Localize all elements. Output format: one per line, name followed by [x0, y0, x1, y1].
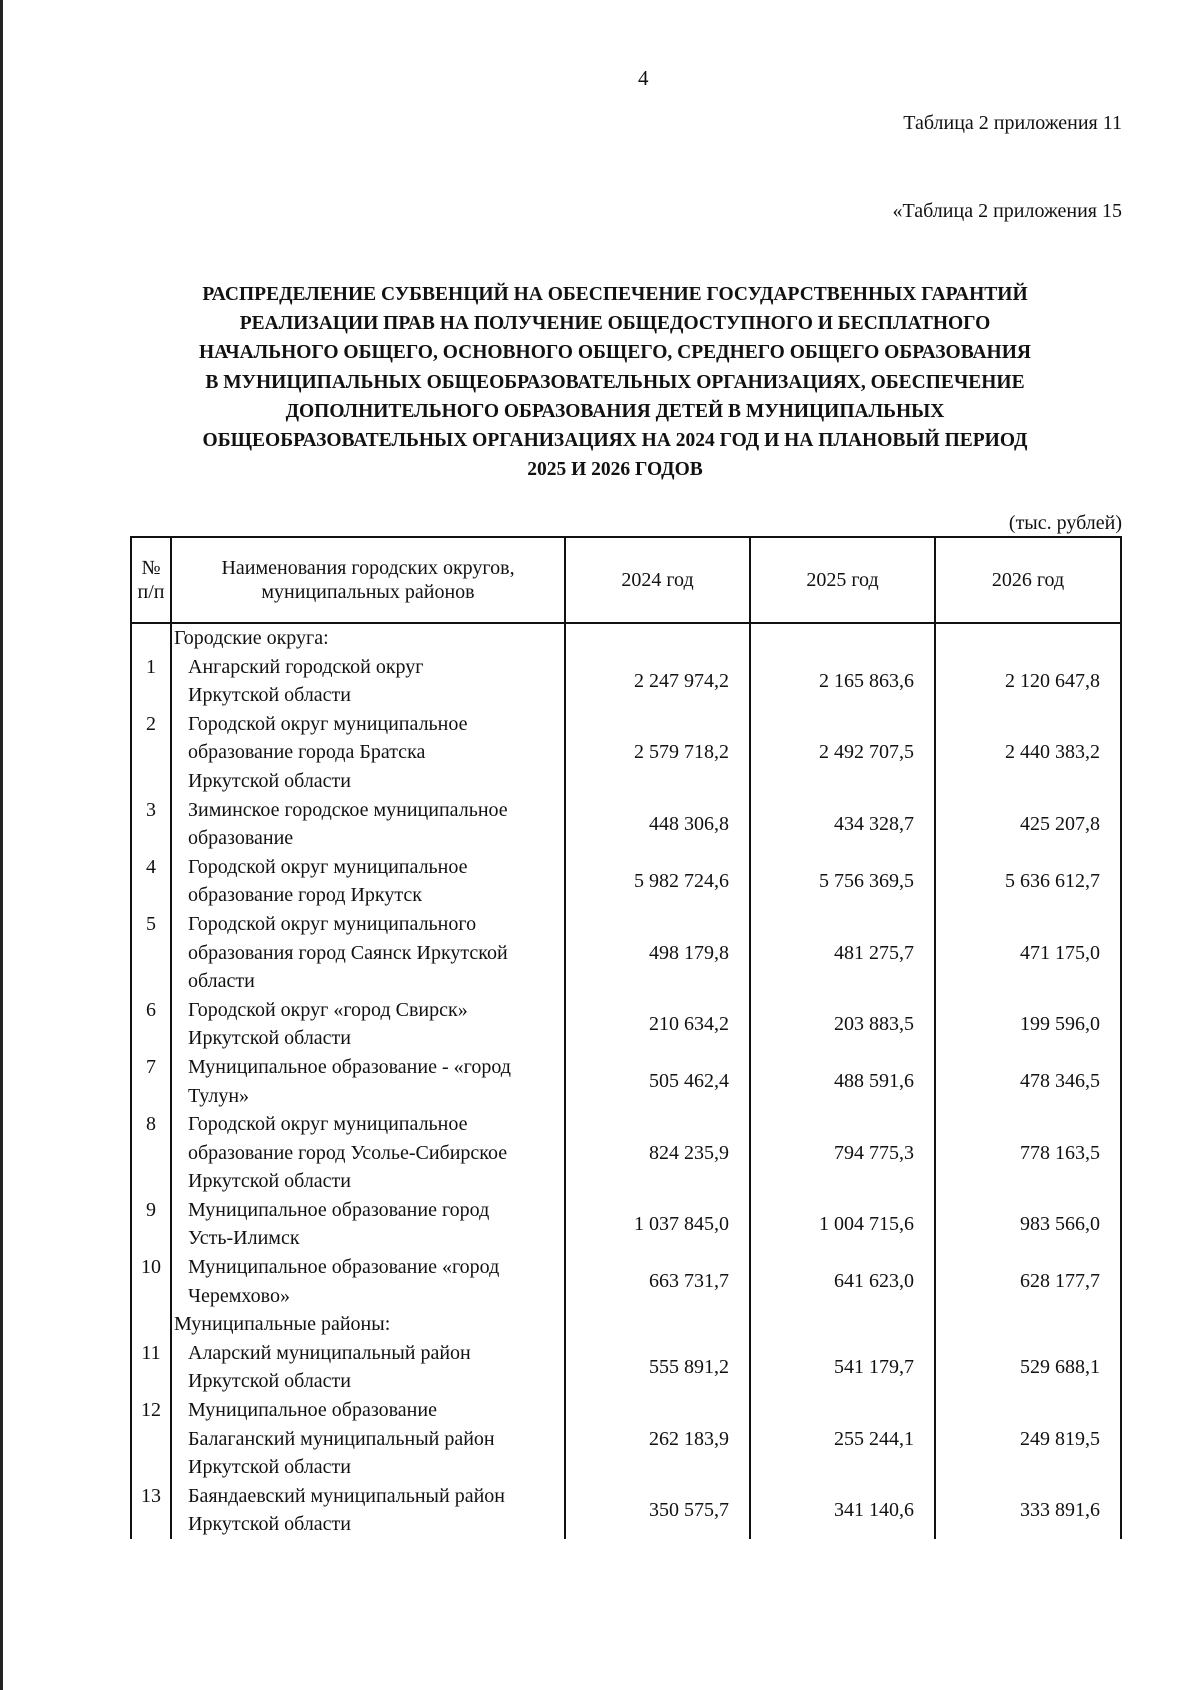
municipality-name-line: Иркутской области [188, 1513, 351, 1536]
amount-2024: 350 575,7 [565, 1482, 750, 1539]
municipality-name-line: образование города Братска [188, 741, 426, 764]
header-number-line: п/п [137, 581, 165, 603]
amount-2026: 778 163,5 [935, 1110, 1121, 1196]
table-row [131, 1196, 1121, 1253]
amount-2025: 434 328,7 [750, 796, 935, 853]
amount-2025: 481 275,7 [750, 910, 935, 996]
municipality-name-line: Тулун» [188, 1084, 250, 1107]
table-header-row [131, 537, 1121, 623]
row-number: 2 [131, 710, 171, 796]
section-row [131, 1310, 1121, 1339]
title-line: ОБЩЕОБРАЗОВАТЕЛЬНЫХ ОРГАНИЗАЦИЯХ НА 2024 ГОД И НА ПЛАНОВЫЙ ПЕРИОД [202, 430, 1028, 452]
municipality-name-line: Муниципальное образование город [188, 1198, 490, 1221]
municipality-name-line: Зиминское городское муниципальное [188, 798, 508, 821]
municipality-name [171, 1339, 565, 1396]
municipality-name-line: образование город Усолье-Сибирское [188, 1141, 508, 1164]
municipality-name-line: Иркутской области [188, 1370, 351, 1393]
units-label: (тыс. рублей) [1008, 512, 1122, 534]
row-number: 1 [131, 653, 171, 710]
row-number: 8 [131, 1110, 171, 1196]
municipality-name-line: Городской округ «город Свирск» [188, 998, 468, 1021]
amount-2026: 5 636 612,7 [935, 853, 1121, 910]
municipality-name [171, 1196, 565, 1253]
empty-cell [565, 623, 750, 653]
empty-cell [750, 623, 935, 653]
scan-border [0, 0, 3, 1690]
header-2025: 2025 год [750, 537, 935, 623]
amount-2024: 1 037 845,0 [565, 1196, 750, 1253]
table-row [131, 1482, 1121, 1539]
empty-cell [935, 623, 1121, 653]
municipality-name-line: образования город Саянск Иркутской [188, 941, 508, 964]
row-number: 3 [131, 796, 171, 853]
municipality-name-line: Муниципальное образование «город [188, 1256, 500, 1279]
amount-2025: 5 756 369,5 [750, 853, 935, 910]
amount-2026: 2 440 383,2 [935, 710, 1121, 796]
amount-2025: 2 492 707,5 [750, 710, 935, 796]
amount-2024: 5 982 724,6 [565, 853, 750, 910]
municipality-name-line: Ангарский городской округ [188, 655, 424, 678]
amount-2024: 498 179,8 [565, 910, 750, 996]
municipality-name-line: Иркутской области [188, 684, 351, 707]
municipality-name [171, 1053, 565, 1110]
row-number: 12 [131, 1396, 171, 1482]
municipality-name-line: Городской округ муниципального [188, 912, 477, 935]
amount-2025: 255 244,1 [750, 1396, 935, 1482]
amount-2024: 824 235,9 [565, 1110, 750, 1196]
row-number: 7 [131, 1053, 171, 1110]
row-number: 5 [131, 910, 171, 996]
empty-cell [750, 1310, 935, 1339]
table-reference: Таблица 2 приложения 11 [903, 112, 1122, 134]
amount-2024: 555 891,2 [565, 1339, 750, 1396]
table-row [131, 653, 1121, 710]
table-row [131, 996, 1121, 1053]
table-row [131, 910, 1121, 996]
amount-2025: 341 140,6 [750, 1482, 935, 1539]
title-line: ДОПОЛНИТЕЛЬНОГО ОБРАЗОВАНИЯ ДЕТЕЙ В МУНИЦИПАЛЬНЫХ [285, 400, 945, 422]
municipality-name-line: области [188, 970, 255, 993]
amount-2026: 471 175,0 [935, 910, 1121, 996]
municipality-name-line: Муниципальное образование - «город [188, 1055, 511, 1078]
municipality-name-line: Баяндаевский муниципальный район [188, 1484, 505, 1507]
amount-2026: 2 120 647,8 [935, 653, 1121, 710]
empty-cell [935, 1310, 1121, 1339]
amount-2024: 505 462,4 [565, 1053, 750, 1110]
municipality-name-line: Черемхово» [188, 1284, 290, 1307]
table-row [131, 710, 1121, 796]
document-title [120, 280, 1110, 484]
table-row [131, 1110, 1121, 1196]
municipality-name-line: Иркутской области [188, 1456, 351, 1479]
municipality-name [171, 710, 565, 796]
amount-2025: 541 179,7 [750, 1339, 935, 1396]
header-number-line: № [141, 557, 161, 579]
table-row [131, 853, 1121, 910]
amount-2024: 448 306,8 [565, 796, 750, 853]
header-number [131, 537, 171, 623]
amount-2025: 1 004 715,6 [750, 1196, 935, 1253]
row-number: 6 [131, 996, 171, 1053]
amount-2026: 199 596,0 [935, 996, 1121, 1053]
header-name [171, 537, 565, 623]
municipality-name-line: Иркутской области [188, 1027, 351, 1050]
amount-2026: 478 346,5 [935, 1053, 1121, 1110]
municipality-name [171, 796, 565, 853]
row-number-cell [131, 1310, 171, 1339]
amount-2024: 262 183,9 [565, 1396, 750, 1482]
table-row [131, 1053, 1121, 1110]
row-number: 9 [131, 1196, 171, 1253]
title-line: НАЧАЛЬНОГО ОБЩЕГО, ОСНОВНОГО ОБЩЕГО, СРЕДНЕГО ОБЩЕГО ОБРАЗОВАНИЯ [199, 342, 1031, 364]
amount-2025: 203 883,5 [750, 996, 935, 1053]
row-number: 10 [131, 1253, 171, 1310]
row-number-cell [131, 623, 171, 653]
municipality-name-line: образование город Иркутск [188, 884, 422, 907]
municipality-name-line: Аларский муниципальный район [188, 1341, 471, 1364]
amount-2024: 663 731,7 [565, 1253, 750, 1310]
amount-2026: 333 891,6 [935, 1482, 1121, 1539]
section-row [131, 623, 1121, 653]
row-number: 4 [131, 853, 171, 910]
amount-2024: 210 634,2 [565, 996, 750, 1053]
municipality-name-line: Усть-Илимск [188, 1227, 300, 1250]
title-line: РАСПРЕДЕЛЕНИЕ СУБВЕНЦИЙ НА ОБЕСПЕЧЕНИЕ ГОСУДАРСТВЕННЫХ ГАРАНТИЙ [202, 284, 1028, 305]
amount-2026: 628 177,7 [935, 1253, 1121, 1310]
amount-2025: 794 775,3 [750, 1110, 935, 1196]
amount-2024: 2 579 718,2 [565, 710, 750, 796]
table-row [131, 1396, 1121, 1482]
municipality-name-line: Балаганский муниципальный район [188, 1427, 495, 1450]
municipality-name [171, 996, 565, 1053]
municipality-name-line: Муниципальное образование [188, 1399, 437, 1422]
page-number: 4 [638, 66, 649, 90]
title-line: В МУНИЦИПАЛЬНЫХ ОБЩЕОБРАЗОВАТЕЛЬНЫХ ОРГАНИЗАЦИЯХ, ОБЕСПЕЧЕНИЕ [205, 371, 1025, 393]
municipality-name-line: Городской округ муниципальное [188, 712, 468, 735]
municipality-name-line: Иркутской области [188, 1170, 351, 1193]
header-name-line: Наименования городских округов, [221, 557, 515, 579]
table-body [131, 623, 1121, 1539]
table-row [131, 796, 1121, 853]
header-2026: 2026 год [935, 537, 1121, 623]
amount-2026: 249 819,5 [935, 1396, 1121, 1482]
municipality-name-line: Иркутской области [188, 769, 351, 792]
amount-2025: 2 165 863,6 [750, 653, 935, 710]
table-row [131, 1339, 1121, 1396]
header-2024: 2024 год [565, 537, 750, 623]
header-name-line: муниципальных районов [261, 581, 475, 603]
municipality-name [171, 653, 565, 710]
subvention-table [130, 536, 1122, 1539]
appendix-reference: «Таблица 2 приложения 15 [892, 200, 1122, 222]
amount-2025: 641 623,0 [750, 1253, 935, 1310]
table-row [131, 1253, 1121, 1310]
municipality-name [171, 1110, 565, 1196]
empty-cell [565, 1310, 750, 1339]
municipality-name-line: Городской округ муниципальное [188, 855, 468, 878]
amount-2024: 2 247 974,2 [565, 653, 750, 710]
municipality-name-line: Городской округ муниципальное [188, 1113, 468, 1136]
municipality-name [171, 1253, 565, 1310]
amount-2025: 488 591,6 [750, 1053, 935, 1110]
municipality-name [171, 853, 565, 910]
amount-2026: 983 566,0 [935, 1196, 1121, 1253]
municipality-name [171, 1396, 565, 1482]
amount-2026: 425 207,8 [935, 796, 1121, 853]
municipality-name-line: образование [188, 827, 294, 850]
municipality-name [171, 1482, 565, 1539]
row-number: 11 [131, 1339, 171, 1396]
section-label: Городские округа: [171, 623, 565, 653]
amount-2026: 529 688,1 [935, 1339, 1121, 1396]
municipality-name [171, 910, 565, 996]
title-line: РЕАЛИЗАЦИИ ПРАВ НА ПОЛУЧЕНИЕ ОБЩЕДОСТУПНОГО И БЕСПЛАТНОГО [239, 313, 991, 335]
row-number: 13 [131, 1482, 171, 1539]
section-label: Муниципальные районы: [171, 1310, 565, 1339]
title-line: 2025 И 2026 ГОДОВ [527, 459, 703, 481]
